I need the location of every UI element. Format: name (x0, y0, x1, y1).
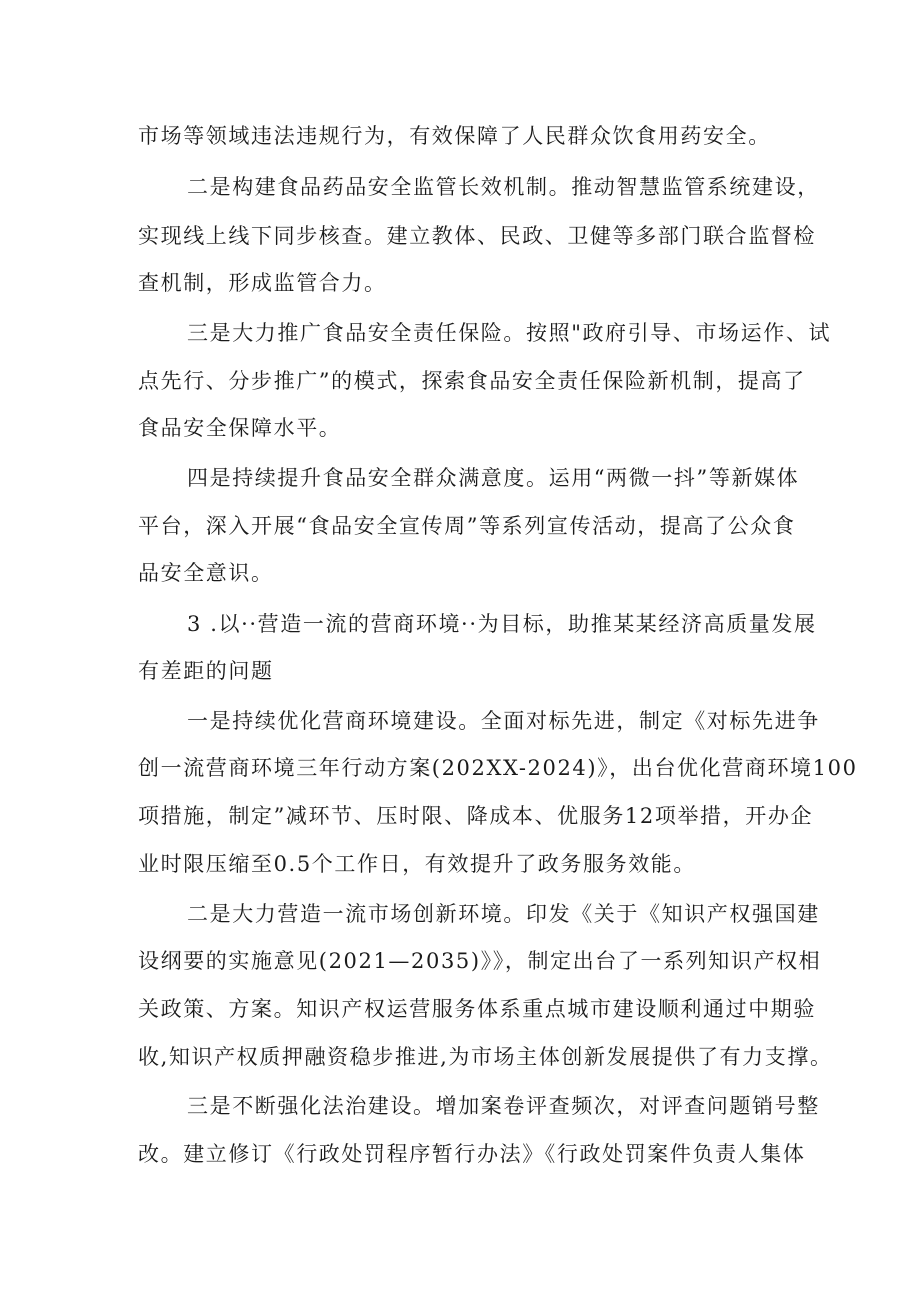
body-text-line: 实现线上线下同步核查。建立教体、民政、卫健等多部门联合监督检 (138, 224, 816, 248)
body-text-line: 食品安全保障水平。 (138, 416, 342, 440)
body-text-line: 改。建立修订《行政处罚程序暂行办法》《行政处罚案件负责人集体 (138, 1142, 806, 1166)
paragraph-first-line: 三是大力推广食品安全责任保险。按照"政府引导、市场运作、试 (187, 321, 832, 345)
body-text-line: 收,知识产权质押融资稳步推进,为市场主体创新发展提供了有力支撑。 (138, 1045, 833, 1069)
section-heading-line: 有差距的问题 (138, 659, 274, 683)
body-text-line: 品安全意识。 (138, 561, 274, 585)
paragraph-first-line: 三是不断强化法治建设。增加案卷评查频次，对评查问题销号整 (187, 1094, 820, 1118)
paragraph-first-line: 二是大力营造一流市场创新环境。印发《关于《知识产权强国建 (187, 902, 820, 926)
body-text-line: 创一流营商环境三年行动方案(202XX-2024)》，出台优化营商环境100 (138, 756, 858, 780)
body-text-line: 点先行、分步推广”的模式，探索食品安全责任保险新机制，提高了 (138, 369, 806, 393)
body-text-line: 设纲要的实施意见(2021—2035)》》，制定出台了一系列知识产权相 (138, 949, 822, 973)
body-text-line: 项措施，制定”减环节、压时限、降成本、优服务12项举措，开办企 (138, 804, 814, 828)
paragraph-first-line: 二是构建食品药品安全监管长效机制。推动智慧监管系统建设， (187, 175, 820, 199)
paragraph-first-line: 一是持续优化营商环境建设。全面对标先进，制定《对标先进争 (187, 709, 820, 733)
body-text-line: 业时限压缩至0.5个工作日，有效提升了政务服务效能。 (138, 852, 696, 876)
body-text-line: 平台，深入开展“食品安全宣传周”等系列宣传活动，提高了公众食 (138, 514, 796, 538)
body-text-line: 关政策、方案。知识产权运营服务体系重点城市建设顺利通过中期验 (138, 997, 816, 1021)
body-text-line: 市场等领域违法违规行为，有效保障了人民群众饮食用药安全。 (138, 124, 771, 148)
body-text-line: 查机制，形成监管合力。 (138, 271, 387, 295)
paragraph-first-line: 四是持续提升食品安全群众满意度。运用“两微一抖”等新媒体 (187, 466, 800, 490)
section-heading-line: 3 .以··营造一流的营商环境··为目标，助推某某经济高质量发展 (187, 612, 817, 636)
